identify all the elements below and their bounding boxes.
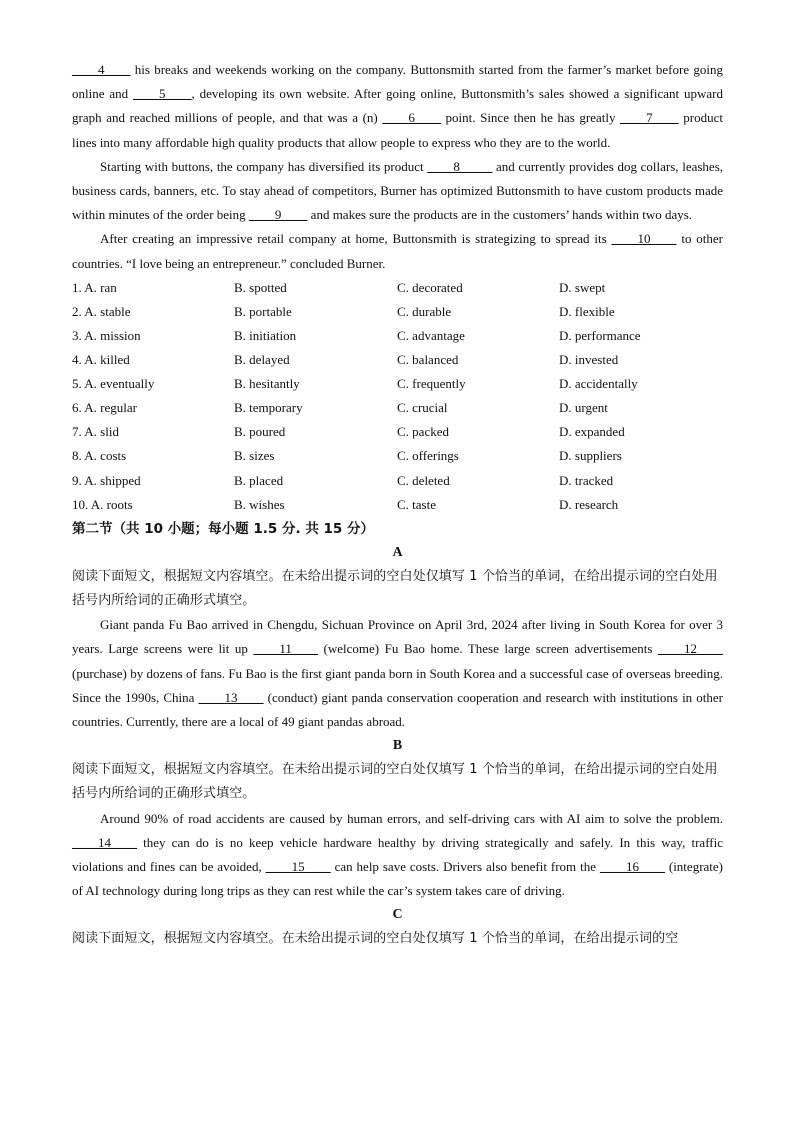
part-b-passage (72, 807, 723, 904)
passage-text: and currently provides dog collars, leashes, business cards, banners, etc. To stay ahead of competitors, Burner has optimized Buttonsmith to have custom products made within minutes of the order being (72, 158, 723, 223)
option-b: B. poured (234, 424, 286, 440)
option-d: D. suppliers (559, 448, 622, 464)
option-b: B. sizes (234, 448, 275, 464)
option-d: D. expanded (559, 424, 625, 440)
option-b: B. temporary (234, 400, 303, 416)
option-row-6 (72, 396, 723, 420)
answer-blank: ____16____ (599, 859, 665, 874)
passage-text: (conduct) giant panda conservation cooperation and research with institutions in other countries. Currently, there are a local of 49 giant pandas abroad. (72, 689, 723, 729)
passage-text: , developing its own website. After going online, Buttonsmith’s sales showed a significant upward graph and reached millions of people, and that was a (n) (72, 86, 724, 126)
option-c: C. advantage (397, 328, 465, 344)
option-b: B. wishes (234, 496, 285, 512)
cloze-options (72, 276, 723, 517)
option-row-2 (72, 300, 723, 324)
passage-paragraph-1 (72, 58, 723, 155)
option-d: D. urgent (559, 400, 608, 416)
option-b: B. initiation (234, 328, 297, 344)
answer-blank: ____4____ (72, 62, 131, 77)
passage-text: After creating an impressive retail company at home, Buttonsmith is strategizing to spread its (100, 231, 612, 247)
option-b: B. delayed (234, 352, 290, 368)
option-c: C. balanced (397, 352, 459, 368)
option-c: C. frequently (397, 376, 466, 392)
option-row-8 (72, 444, 723, 468)
option-d: D. flexible (559, 303, 615, 319)
option-c: C. durable (397, 303, 452, 319)
answer-blank: ____13____ (198, 689, 264, 705)
option-row-3 (72, 324, 723, 348)
option-a: 4. A. killed (72, 352, 130, 368)
option-a: 6. A. regular (72, 400, 137, 416)
option-c: C. deleted (397, 472, 450, 488)
option-row-4 (72, 348, 723, 372)
passage-text: (welcome) Fu Bao home. These large screen advertisements (317, 641, 658, 657)
option-c: C. packed (397, 424, 449, 440)
passage-text: product lines into many affordable high quality products that allow people to express who they are to the world. (72, 110, 723, 150)
passage-paragraph-2 (72, 155, 723, 228)
option-b: B. portable (234, 303, 292, 319)
part-b-heading: B (392, 738, 403, 754)
option-a: 1. A. ran (72, 279, 117, 295)
passage-text: can help save costs. Drivers also benefit from the (330, 859, 600, 874)
option-a: 8. A. costs (72, 448, 127, 464)
part-b-instruction: 阅读下面短文，根据短文内容填空。在未给出提示词的空白处仅填写 1 个恰当的单词，在给出提示词的空白处用括号内所给词的正确形式填空。 (72, 762, 718, 802)
option-a: 3. A. mission (72, 328, 141, 344)
option-b: B. hesitantly (234, 376, 300, 392)
answer-blank: ____10____ (611, 231, 677, 247)
passage-text: Around 90% of road accidents are caused by human errors, and self-driving cars with AI aim to solve the problem. (100, 810, 723, 826)
option-d: D. accidentally (559, 376, 638, 392)
option-c: C. offerings (397, 448, 459, 464)
option-d: D. performance (559, 328, 641, 344)
passage-text: (purchase) by dozens of fans. Fu Bao is the first giant panda born in South Korea and a successful case of overseas breeding. Since the 1990s, China (72, 665, 723, 705)
option-row-9 (72, 469, 723, 493)
option-c: C. decorated (397, 279, 463, 295)
answer-blank: ____12____ (658, 641, 723, 657)
option-a: 2. A. stable (72, 303, 131, 319)
answer-blank: ____5____ (133, 86, 192, 102)
passage-text: (integrate) of AI technology during long trips as they can rest while the car’s system takes care of driving. (72, 859, 724, 899)
answer-blank: ____9____ (248, 207, 308, 223)
answer-blank: ____7____ (620, 110, 679, 126)
option-a: 10. A. roots (72, 496, 133, 512)
part-a-instruction: 阅读下面短文，根据短文内容填空。在未给出提示词的空白处仅填写 1 个恰当的单词，在给出提示词的空白处用括号内所给词的正确形式填空。 (72, 568, 718, 608)
passage-text: to other countries. “I love being an entrepreneur.” concluded Burner. (72, 231, 723, 271)
option-a: 9. A. shipped (72, 472, 141, 488)
answer-blank: ____11____ (253, 641, 318, 657)
option-c: C. taste (397, 496, 436, 512)
part-a-heading: A (392, 544, 403, 560)
passage-paragraph-3 (72, 227, 723, 275)
answer-blank: ____8_____ (427, 158, 493, 174)
passage-text: Starting with buttons, the company has diversified its product (100, 158, 428, 174)
passage-text: they can do is no keep vehicle hardware healthy by driving strategically and safely. In this way, traffic violations and fines can be avoided, (72, 834, 723, 874)
option-d: D. swept (559, 279, 606, 295)
exam-page (72, 58, 723, 952)
passage-text: and makes sure the products are in the customers’ hands within two days. (307, 207, 693, 223)
option-d: D. research (559, 496, 619, 512)
passage-text: his breaks and weekends working on the company. Buttonsmith started from the farmer’s market before going online and (72, 62, 723, 102)
option-d: D. invested (559, 352, 619, 368)
option-a: 5. A. eventually (72, 376, 155, 392)
option-row-1 (72, 276, 723, 300)
passage-text: point. Since then he has greatly (440, 110, 621, 126)
passage-text: Giant panda Fu Bao arrived in Chengdu, Sichuan Province on April 3rd, 2024 after living in South Korea for over 3 years. Large screens were lit up (72, 617, 723, 657)
answer-blank: ____6____ (382, 110, 441, 126)
part-c-instruction: 阅读下面短文，根据短文内容填空。在未给出提示词的空白处仅填写 1 个恰当的单词，在给出提示词的空 (72, 931, 679, 947)
option-row-5 (72, 372, 723, 396)
part-c-heading: C (392, 907, 403, 923)
answer-blank: ____14____ (72, 834, 137, 850)
option-c: C. crucial (397, 400, 448, 416)
option-row-10 (72, 493, 723, 517)
section-2-title: 第二节（共 10 小题；每小题 1.5 分. 共 15 分） (72, 520, 375, 537)
option-a: 7. A. slid (72, 424, 119, 440)
option-b: B. spotted (234, 279, 287, 295)
part-a-passage (72, 613, 723, 734)
option-b: B. placed (234, 472, 284, 488)
option-row-7 (72, 420, 723, 444)
option-d: D. tracked (559, 472, 614, 488)
answer-blank: ____15____ (265, 859, 331, 874)
